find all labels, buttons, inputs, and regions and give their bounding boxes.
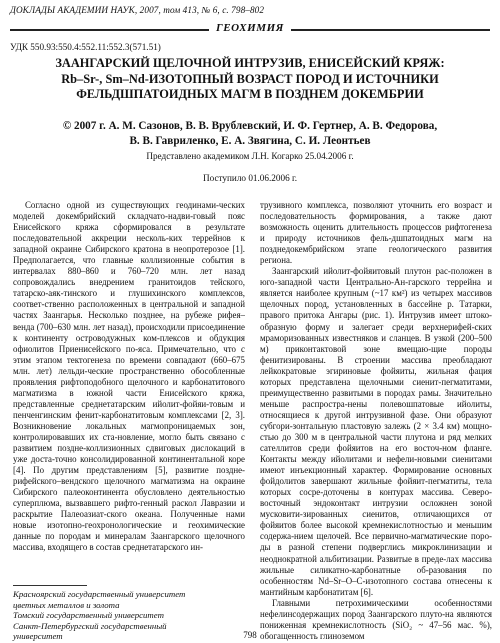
udk-code: УДК 550.93:550.4:552.11:552.3(571.51) (10, 42, 161, 52)
article-title (14, 56, 486, 103)
affiliation-line: Санкт-Петербургский государственный (13, 620, 167, 631)
affiliation-line: цветных металлов и золота (13, 599, 120, 610)
footnote-rule (13, 585, 87, 586)
received-date: Поступило 01.06.2006 г. (202, 173, 297, 183)
title-line: ФЕЛЬДШПАТОИДНЫХ МАГМ В ПОЗДНЕМ ДОКЕМБРИИ (76, 87, 424, 101)
title-line: ЗААНГАРСКИЙ ЩЕЛОЧНОЙ ИНТРУЗИВ, ЕНИСЕЙСКИЙ КРЯЖ: (55, 56, 445, 70)
left-column (13, 200, 245, 554)
section-heading: ГЕОХИМИЯ (209, 22, 291, 34)
page-number: 798 (243, 630, 257, 640)
affiliations (13, 589, 245, 642)
author-list (14, 119, 486, 149)
body-paragraph: Заангарский ийолит-фойяитовый плутон рас-положен в юго-западной части Центрально-Ан-гарского террейна и является наиболее крупным (~17 км²) из четырех массивов щелочных пород, установленных в бассейне р. Татарки, правого притока Ангары (рис. 1). Интрузив имеет штоко-образную форму и залегает среди верхнерифей-ских мраморизованных известняков и сланцев. В узкой (200–500 м) приконтактовой зоне вмещаю-щие породы фенитизированы. В строении массива преобладают лейкократовые эгириновые фойяиты, жильная фация которых представлена щелочными сиенит-пегматитами, преимущественно развитыми в породах рамы. Значительно меньше распростра-нены полевошпатовые ийолиты, относящиеся к другой интрузивной фазе. Они образуют субгори-зонтальную пластовую залежь (2 × 3.4 км) мощно-стью до 300 м в центральной части плутона и ряд мелких сателлитов среди фойяитов на его восточ-ном фланге. Контакты между ийолитами и нефели-новыми сиенитами имеют инъекционный характер. Формирование основных фойдолитов завершают жильные фойяит-пегматиты, тела которых сосре-доточены в контурах массива. Северо-восточный эндоконтакт интрузии осложнен зоной мусковити-зированных сиенитов, отличающихся от фойяитов более высокой кремнекислотностью и меньшим содержа-нием щелочей. Все первично-магматические поро-ды в разной степени подверглись микроклинизации и неоднократной альбитизации. Развитые в преде-лах массива жильные силикатно-карбонатные об-разования по особенностям Nd–Sr–O–C-изотопного состава отнесены к мантийным карбонатитам [6]. (260, 266, 492, 597)
right-column (260, 200, 492, 642)
authors-line: В. В. Гавриленко, Е. А. Звягина, С. И. Леонтьев (129, 135, 371, 147)
affiliation-line: университет (13, 631, 63, 642)
running-head: ДОКЛАДЫ АКАДЕМИИ НАУК, 2007, том 413, № 6, с. 798–802 (10, 5, 265, 15)
body-paragraph: трузивного комплекса, позволяют уточнить его возраст и последовательность формирования, а также дают возможность оценить длительность процессов рифтогенеза и природу источников фель-дшпатоидных магм на позднедокембрийском этапе геологического развития региона. (260, 200, 492, 266)
affiliation-line: Красноярский государственный университет (13, 589, 186, 599)
title-line: Rb–Sr-, Sm–Nd-ИЗОТОПНЫЙ ВОЗРАСТ ПОРОД И ИСТОЧНИКИ (61, 71, 439, 86)
section-heading-bar (10, 22, 490, 37)
presented-by: Представлено академиком Л.Н. Когарко 25.04.2006 г. (146, 151, 354, 161)
authors-line: © 2007 г. А. М. Сазонов, В. В. Врублевский, И. Ф. Гертнер, А. В. Федорова, (62, 120, 438, 132)
body-paragraph: Главными петрохимическими особенностями нефелинсодержащих пород Заангарского плуто-на являются пониженная кремнекислотность (SiO₂ ~ 47–56 мас. %), обогащенность глиноземом (260, 597, 492, 641)
body-paragraph: Согласно одной из существующих геодинами-ческих моделей докембрийский складчато-надви-говый пояс Енисейского кряжа сформировался в результате последовательной аккреции несколь-ких террейнов к западной окраине Сибирского кратона в неопротерозое [1]. Предполагается, что главные коллизионные события в интервалах 880–860 и 760–720 млн. лет назад сопровождались внедрением гранитоидов тейского, татарско-аяк-тинского и глушихинского комплексов, соответ-ственно расположенных в центральной и западной частях Заангарья. Несколько позднее, на рубеже рифея–венда (700–630 млн. лет назад), происходили присоединение к континенту островодужных ком-плексов и обдукция офиолитов Приенисейского по-яса. Примечательно, что с этим этапом тектогенеза по времени совпадают (660–675 млн. лет) лельди-ческие пространственно обособленные проявления рифтоподобного щелочного и карбонатитового магматизма в южной части Енисейского кряжа, представленные среднетатарским ийолит-фойяи-товым и пенченгинским фенит-карбонатитовым комплексами [2, 3]. Возникновение локальных магмопроницаемых зон, контролировавших их ста-новление, могло быть связано с развитием позднe-коллизионных сдвиговых дислокаций в уже доста-точно консолидированной континентальной коре [4]. По другим представлениям [5], развитие поздне-рифейского–вендского щелочного магматизма на окраине Сибирского палеоконтинента обусловлено деятельностью суперплюма, вызвавшего рифто-генный раскол Лавразии и раскрытие Палеоазиат-ского океана. Полученные нами новые изотопно-геохронологические и геохимические данные по породам и минералам Заангарского щелочного массива, входящего в состав среднетатарского ин- (13, 200, 245, 553)
affiliation-line: Томский государственный университет (13, 610, 164, 621)
